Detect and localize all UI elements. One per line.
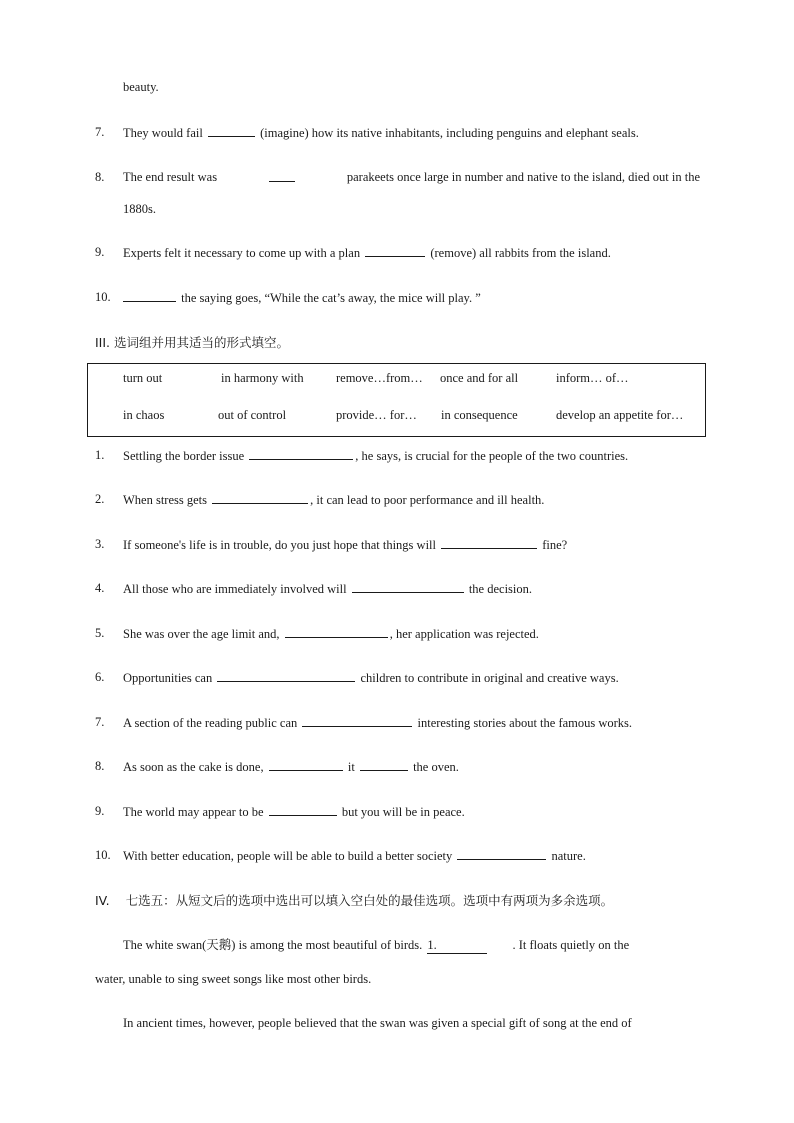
- question-text: (remove) all rabbits from the island.: [430, 246, 611, 260]
- question-text: nature.: [551, 849, 586, 863]
- question-number: 7.: [95, 125, 105, 139]
- question-text: All those who are immediately involved will: [123, 582, 347, 596]
- answer-blank[interactable]: [285, 626, 388, 638]
- passage-blank-1[interactable]: [427, 938, 487, 954]
- question-number: 8.: [95, 170, 105, 184]
- question-text: As soon as the cake is done,: [123, 760, 264, 774]
- question-text: She was over the age limit and,: [123, 627, 280, 641]
- question-number: 10.: [95, 290, 111, 304]
- blank-label: 1.: [427, 938, 437, 952]
- question-8-continuation: 1880s.: [123, 202, 156, 216]
- answer-blank[interactable]: [269, 759, 343, 771]
- passage-text: In ancient times, however, people believed that the swan was given a special gift of song at the end of: [123, 1016, 632, 1030]
- question-text: (imagine) how its native inhabitants, including penguins and elephant seals.: [260, 126, 639, 140]
- question-text: If someone's life is in trouble, do you just hope that things will: [123, 538, 436, 552]
- passage-text: water, unable to sing sweet songs like most other birds.: [95, 972, 372, 986]
- phrase-option: once and for all: [440, 371, 519, 385]
- question-number: 8.: [95, 759, 105, 773]
- answer-blank[interactable]: [441, 537, 537, 549]
- answer-blank[interactable]: [249, 448, 353, 460]
- question-number: 6.: [95, 670, 105, 684]
- question-text: The end result was: [123, 170, 218, 184]
- question-text: Opportunities can: [123, 671, 213, 685]
- question-text: With better education, people will be able to build a better society: [123, 849, 453, 863]
- question-number: 9.: [95, 245, 105, 259]
- question-text: The world may appear to be: [123, 805, 264, 819]
- question-text: Experts felt it necessary to come up with a plan: [123, 246, 361, 260]
- question-number: 7.: [95, 715, 105, 729]
- question-text: Settling the border issue: [123, 449, 245, 463]
- answer-blank[interactable]: [269, 170, 295, 182]
- question-text: the oven.: [413, 760, 459, 774]
- phrase-option: in consequence: [441, 408, 518, 422]
- question-text: When stress gets: [123, 493, 208, 507]
- passage-line: [123, 935, 629, 954]
- continuation-text: beauty.: [123, 80, 159, 94]
- question-text: , her application was rejected.: [389, 627, 539, 641]
- answer-blank[interactable]: [302, 715, 412, 727]
- question-text: the decision.: [468, 582, 533, 596]
- answer-blank[interactable]: [208, 125, 255, 137]
- phrase-option: provide… for…: [336, 408, 417, 422]
- answer-blank[interactable]: [360, 759, 408, 771]
- phrase-option: develop an appetite for…: [556, 408, 684, 422]
- answer-blank[interactable]: [365, 245, 425, 257]
- question-text: but you will be in peace.: [341, 805, 465, 819]
- question-number: 10.: [95, 848, 111, 862]
- question-text: , he says, is crucial for the people of the two countries.: [355, 449, 629, 463]
- phrase-option: in chaos: [123, 408, 165, 422]
- phrase-option: in harmony with: [221, 371, 304, 385]
- question-text: fine?: [542, 538, 568, 552]
- section-number: IV.: [95, 893, 110, 908]
- section-title: 七选五：从短文后的选项中选出可以填入空白处的最佳选项。选项中有两项为多余选项。: [125, 893, 614, 908]
- question-text: it: [347, 760, 355, 774]
- question-text: A section of the reading public can: [123, 716, 298, 730]
- question-text: parakeets once large in number and native to the island, died out in the: [346, 170, 700, 184]
- answer-blank[interactable]: [123, 290, 176, 302]
- answer-blank[interactable]: [352, 581, 464, 593]
- question-text: the saying goes, “While the cat’s away, the mice will play. ”: [181, 291, 481, 305]
- question-number: 5.: [95, 626, 105, 640]
- phrase-option: remove…from…: [336, 371, 423, 385]
- phrase-option: out of control: [218, 408, 287, 422]
- section-heading-4: [95, 891, 613, 909]
- question-number: 2.: [95, 492, 105, 506]
- question-text: children to contribute in original and creative ways.: [360, 671, 619, 685]
- answer-blank[interactable]: [217, 670, 355, 682]
- passage-text: The white swan(天鹅) is among the most beautiful of birds.: [123, 938, 423, 952]
- section-heading-3: III. 选词组并用其适当的形式填空。: [95, 335, 290, 350]
- question-text: They would fail: [123, 126, 203, 140]
- question-number: 4.: [95, 581, 105, 595]
- passage-text: . It floats quietly on the: [512, 938, 630, 952]
- question-text: , it can lead to poor performance and ill health.: [310, 493, 545, 507]
- question-number: 3.: [95, 537, 105, 551]
- answer-blank[interactable]: [212, 492, 308, 504]
- answer-blank[interactable]: [269, 804, 337, 816]
- phrase-option: turn out: [123, 371, 163, 385]
- question-number: 1.: [95, 448, 105, 462]
- answer-blank[interactable]: [457, 848, 546, 860]
- question-text: interesting stories about the famous works.: [417, 716, 633, 730]
- question-number: 9.: [95, 804, 105, 818]
- phrase-option: inform… of…: [556, 371, 629, 385]
